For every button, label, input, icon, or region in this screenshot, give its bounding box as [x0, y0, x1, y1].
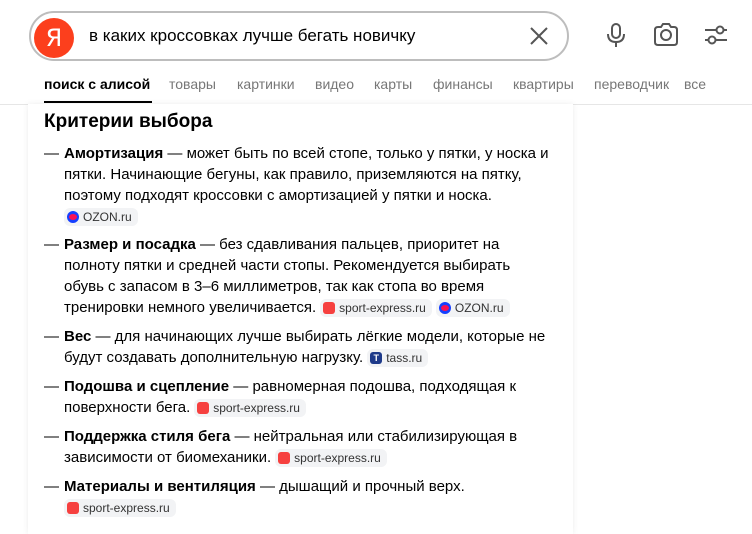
yandex-logo[interactable]: Я — [34, 18, 74, 58]
ozon-icon — [67, 211, 79, 223]
ozon-icon — [439, 302, 451, 314]
criteria-title: Размер и посадка — [64, 236, 196, 253]
criteria-title: Материалы и вентиляция — [64, 478, 256, 495]
tab-search-with-alice[interactable]: поиск с алисой — [44, 76, 151, 92]
source-badge[interactable]: OZON.ru — [436, 299, 510, 317]
microphone-icon[interactable] — [601, 20, 631, 50]
tab-translator[interactable]: переводчик — [594, 76, 670, 92]
criteria-title: Подошва и сцепление — [64, 378, 230, 395]
criteria-item: — Подошва и сцепление — равномерная подошва, подходящая к поверхности бега. sport-express.ru — [44, 378, 517, 416]
source-badge[interactable]: sport-express.ru — [64, 499, 176, 517]
source-badge[interactable]: sport-express.ru — [275, 449, 387, 467]
criteria-item: — Размер и посадка — без сдавливания пальцев, приоритет на полноту пятки и средней части стопы. Рекомендуется выбирать обувь с запасом в 3–6 миллиметров, так как стопа во время тренировки немного увеличивается. sport-express.ru OZON.ru — [44, 236, 511, 316]
source-badge[interactable]: T tass.ru — [367, 349, 428, 367]
search-tabs — [0, 70, 752, 105]
criteria-item: — Материалы и вентиляция — дышащий и прочный верх. sport-express.ru — [44, 478, 465, 516]
source-badge[interactable]: sport-express.ru — [194, 399, 306, 417]
tab-finance[interactable]: финансы — [433, 76, 493, 92]
tass-icon: T — [370, 352, 382, 364]
criteria-item: — Амортизация — может быть по всей стопе, только у пятки, у носка и пятки. Начинающие бегуны, как правило, приземляются на пятку, поэтому подходят кроссовки с амортизацией у пятки и носка. OZON.ru — [44, 145, 549, 225]
source-badge[interactable]: OZON.ru — [64, 208, 138, 226]
settings-sliders-icon[interactable] — [701, 20, 731, 50]
sport-express-icon — [278, 452, 290, 464]
clear-icon[interactable] — [527, 24, 551, 48]
tab-all[interactable]: все — [684, 76, 707, 92]
tab-products[interactable]: товары — [169, 76, 216, 92]
sport-express-icon — [323, 302, 335, 314]
criteria-item: — Вес — для начинающих лучше выбирать лёгкие модели, которые не будут создавать дополнительную нагрузку. T tass.ru — [44, 328, 546, 366]
search-box[interactable] — [29, 11, 569, 61]
sport-express-icon — [67, 502, 79, 514]
search-input[interactable]: в каких кроссовках лучше бегать новичку — [89, 26, 416, 45]
criteria-title: Амортизация — [64, 145, 164, 162]
criteria-title: Вес — [64, 328, 92, 345]
criteria-title: Поддержка стиля бега — [64, 428, 231, 445]
header — [0, 0, 752, 70]
tab-maps[interactable]: карты — [374, 76, 413, 92]
camera-icon[interactable] — [651, 20, 681, 50]
criteria-item: — Поддержка стиля бега — нейтральная или стабилизирующая в зависимости от биомеханики. sport-express.ru — [44, 428, 518, 466]
source-badge[interactable]: sport-express.ru — [320, 299, 432, 317]
tab-images[interactable]: картинки — [237, 76, 295, 92]
sport-express-icon — [197, 402, 209, 414]
section-heading: Критерии выбора — [44, 111, 213, 132]
tab-video[interactable]: видео — [315, 76, 354, 92]
active-tab-indicator — [44, 101, 152, 103]
tab-apartments[interactable]: квартиры — [513, 76, 574, 92]
